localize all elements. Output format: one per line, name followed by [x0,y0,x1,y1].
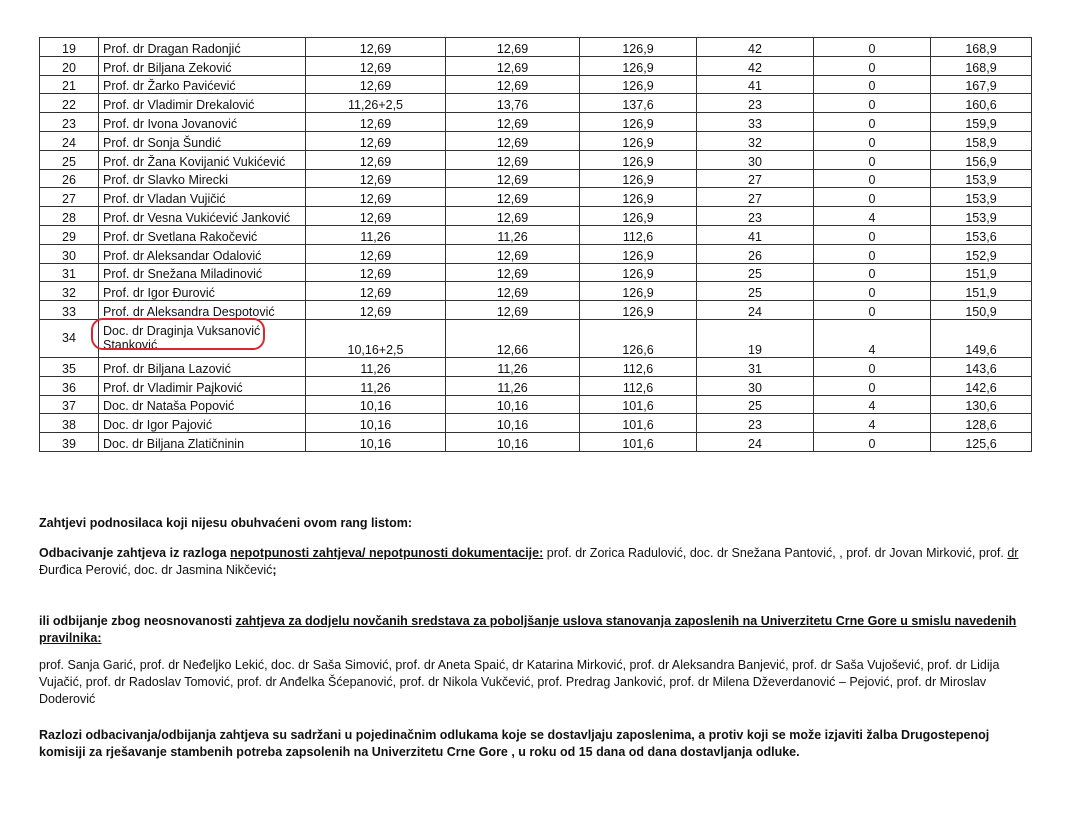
row-value-3: 112,6 [580,357,697,376]
row-value-4: 23 [697,94,814,113]
row-value-1: 12,69 [306,131,446,150]
row-value-3: 112,6 [580,376,697,395]
row-value-1: 12,69 [306,113,446,132]
table-row [40,414,1032,433]
row-value-4: 25 [697,263,814,282]
table-row [40,131,1032,150]
row-total: 149,6 [931,319,1032,357]
row-value-3: 126,9 [580,207,697,226]
row-name: Prof. dr Slavko Mirecki [99,169,306,188]
row-name: Prof. dr Vesna Vukićević Janković [99,207,306,226]
row-value-4: 30 [697,150,814,169]
row-total: 168,9 [931,56,1032,75]
reasons-paragraph: Razlozi odbacivanja/odbijanja zahtjeva su sadržani u pojedinačnim odlukama koje se dostavljaju zaposlenima, a protiv koji se može izjaviti žalba Drugostepenoj komisiji za rješavanje stambenih potreba zapsolenih na Univerzitetu Crne Gore , u roku od 15 dana od dana dostavljanja odluke. [39,728,990,759]
red-highlight-circle [91,318,265,350]
unfounded-lead: ili odbijanje zbog neosnovanosti [39,614,236,628]
row-total: 142,6 [931,376,1032,395]
row-name: Doc. dr Draginja Vuksanović Stanković [99,319,306,357]
table-row [40,225,1032,244]
table-row [40,38,1032,57]
row-number: 22 [40,94,99,113]
row-value-2: 11,26 [446,357,580,376]
row-name: Doc. dr Nataša Popović [99,395,306,414]
row-total: 168,9 [931,38,1032,57]
row-value-2: 12,69 [446,207,580,226]
row-name: Prof. dr Aleksandra Despotović [99,301,306,320]
row-value-5: 0 [814,94,931,113]
rank-list-table [39,37,1032,452]
rejected-names-a: prof. dr Zorica Radulović, doc. dr Snežana Pantović, , prof. dr Jovan Mirković, prof. [543,546,1008,560]
row-value-3: 126,9 [580,188,697,207]
row-value-4: 19 [697,319,814,357]
row-total: 153,6 [931,225,1032,244]
row-value-1: 12,69 [306,244,446,263]
row-value-5: 4 [814,395,931,414]
row-value-1: 12,69 [306,301,446,320]
row-name: Prof. dr Igor Đurović [99,282,306,301]
row-value-5: 0 [814,282,931,301]
row-number: 35 [40,357,99,376]
table-row [40,244,1032,263]
row-value-2: 12,69 [446,282,580,301]
row-value-4: 24 [697,301,814,320]
row-name: Doc. dr Igor Pajović [99,414,306,433]
row-value-5: 0 [814,376,931,395]
row-value-4: 30 [697,376,814,395]
row-value-5: 0 [814,113,931,132]
row-value-3: 126,9 [580,263,697,282]
row-value-2: 12,69 [446,150,580,169]
row-value-4: 32 [697,131,814,150]
row-value-5: 4 [814,207,931,226]
row-value-4: 41 [697,225,814,244]
rejected-paragraph [39,545,1039,579]
table-row [40,263,1032,282]
row-name: Prof. dr Svetlana Rakočević [99,225,306,244]
row-total: 152,9 [931,244,1032,263]
row-number: 37 [40,395,99,414]
row-value-2: 11,26 [446,376,580,395]
row-number: 31 [40,263,99,282]
rejected-reason: nepotpunosti zahtjeva/ nepotpunosti dokumentacije: [230,546,544,560]
row-value-3: 137,6 [580,94,697,113]
row-number: 36 [40,376,99,395]
row-value-3: 126,9 [580,75,697,94]
table-row [40,56,1032,75]
row-name: Prof. dr Vladan Vujičić [99,188,306,207]
table-row [40,282,1032,301]
row-value-1: 11,26 [306,225,446,244]
row-number: 23 [40,113,99,132]
row-value-2: 12,69 [446,113,580,132]
row-value-4: 42 [697,38,814,57]
row-value-3: 126,6 [580,319,697,357]
row-value-1: 12,69 [306,207,446,226]
row-name: Prof. dr Biljana Zeković [99,56,306,75]
table-row [40,150,1032,169]
row-number: 25 [40,150,99,169]
table-row [40,207,1032,226]
row-value-5: 0 [814,75,931,94]
row-value-3: 101,6 [580,395,697,414]
row-value-1: 11,26 [306,357,446,376]
table-row [40,188,1032,207]
row-value-2: 12,69 [446,188,580,207]
unfounded-reason: zahtjeva za dodjelu novčanih sredstava za poboljšanje uslova stanovanja zaposlenih na Univerzitetu Crne Gore u smislu navedenih pravilnika: [39,614,1017,645]
row-number: 24 [40,131,99,150]
row-value-1: 11,26 [306,376,446,395]
row-value-4: 23 [697,207,814,226]
row-number: 34 [40,319,99,357]
row-total: 153,9 [931,188,1032,207]
row-name: Prof. dr Vladimir Pajković [99,376,306,395]
row-value-4: 33 [697,113,814,132]
rank-list-body [40,38,1032,452]
row-number: 19 [40,38,99,57]
row-total: 125,6 [931,433,1032,452]
row-value-3: 126,9 [580,244,697,263]
row-number: 27 [40,188,99,207]
row-value-2: 13,76 [446,94,580,113]
row-name: Prof. dr Žana Kovijanić Vukićević [99,150,306,169]
unfounded-paragraph [39,613,1039,647]
row-number: 29 [40,225,99,244]
row-total: 151,9 [931,282,1032,301]
row-value-2: 12,69 [446,301,580,320]
row-value-3: 126,9 [580,38,697,57]
row-value-4: 25 [697,395,814,414]
row-value-3: 126,9 [580,131,697,150]
row-value-2: 12,69 [446,244,580,263]
row-name: Prof. dr Snežana Miladinović [99,263,306,282]
row-name: Prof. dr Vladimir Drekalović [99,94,306,113]
row-number: 26 [40,169,99,188]
row-value-2: 12,69 [446,169,580,188]
row-name: Prof. dr Sonja Šundić [99,131,306,150]
row-value-1: 12,69 [306,169,446,188]
row-value-1: 12,69 [306,263,446,282]
not-included-heading: Zahtjevi podnosilaca koji nijesu obuhvaćeni ovom rang listom: [39,516,412,530]
table-row [40,376,1032,395]
rejected-end: ; [272,563,277,577]
row-value-5: 0 [814,131,931,150]
row-value-4: 41 [697,75,814,94]
row-value-1: 10,16 [306,395,446,414]
rejected-dr: dr [1007,546,1019,560]
rejected-names-b: Đurđica Perović, doc. dr Jasmina Nikčević [39,563,273,577]
rejected-lead: Odbacivanje zahtjeva iz razloga [39,546,231,560]
row-value-3: 112,6 [580,225,697,244]
row-value-3: 126,9 [580,113,697,132]
row-value-2: 12,69 [446,263,580,282]
row-value-5: 4 [814,414,931,433]
row-number: 21 [40,75,99,94]
row-value-1: 12,69 [306,75,446,94]
row-value-3: 101,6 [580,414,697,433]
row-total: 153,9 [931,207,1032,226]
row-value-5: 0 [814,357,931,376]
row-total: 160,6 [931,94,1032,113]
row-value-1: 12,69 [306,38,446,57]
row-value-1: 12,69 [306,188,446,207]
row-total: 128,6 [931,414,1032,433]
row-total: 156,9 [931,150,1032,169]
table-row [40,113,1032,132]
row-value-5: 4 [814,319,931,357]
row-total: 158,9 [931,131,1032,150]
row-value-4: 26 [697,244,814,263]
row-value-5: 0 [814,188,931,207]
row-number: 28 [40,207,99,226]
row-value-4: 25 [697,282,814,301]
row-value-1: 10,16+2,5 [306,319,446,357]
table-row [40,357,1032,376]
row-number: 20 [40,56,99,75]
row-total: 151,9 [931,263,1032,282]
row-value-5: 0 [814,301,931,320]
row-value-1: 10,16 [306,433,446,452]
row-number: 38 [40,414,99,433]
row-value-2: 12,66 [446,319,580,357]
row-total: 143,6 [931,357,1032,376]
row-name: Doc. dr Biljana Zlatičninin [99,433,306,452]
row-value-4: 27 [697,188,814,207]
row-value-3: 101,6 [580,433,697,452]
row-value-5: 0 [814,169,931,188]
row-name: Prof. dr Dragan Radonjić [99,38,306,57]
row-value-2: 10,16 [446,395,580,414]
row-name: Prof. dr Ivona Jovanović [99,113,306,132]
row-value-5: 0 [814,38,931,57]
row-value-5: 0 [814,150,931,169]
row-value-3: 126,9 [580,56,697,75]
row-value-2: 12,69 [446,75,580,94]
row-value-2: 10,16 [446,433,580,452]
row-value-5: 0 [814,244,931,263]
row-value-1: 10,16 [306,414,446,433]
row-value-3: 126,9 [580,169,697,188]
table-row [40,75,1032,94]
row-value-1: 12,69 [306,150,446,169]
row-value-3: 126,9 [580,282,697,301]
row-name: Prof. dr Aleksandar Odalović [99,244,306,263]
row-value-2: 10,16 [446,414,580,433]
row-value-5: 0 [814,433,931,452]
row-value-1: 12,69 [306,56,446,75]
row-total: 150,9 [931,301,1032,320]
row-value-3: 126,9 [580,301,697,320]
row-total: 159,9 [931,113,1032,132]
table-row [40,301,1032,320]
row-number: 32 [40,282,99,301]
row-value-5: 0 [814,225,931,244]
row-value-4: 24 [697,433,814,452]
row-number: 33 [40,301,99,320]
row-total: 167,9 [931,75,1032,94]
table-row [40,395,1032,414]
row-value-1: 12,69 [306,282,446,301]
row-name: Prof. dr Biljana Lazović [99,357,306,376]
row-value-2: 12,69 [446,56,580,75]
row-value-4: 31 [697,357,814,376]
table-row [40,94,1032,113]
row-total: 130,6 [931,395,1032,414]
unfounded-names: prof. Sanja Garić, prof. dr Neđeljko Lekić, doc. dr Saša Simović, prof. dr Aneta Spaić, dr Katarina Mirković, prof. dr Aleksandra Banjević, prof. dr Saša Vujošević, prof. dr Lidija Vujačić, prof. dr Radoslav Tomović, prof. dr Anđelka Šćepanović, prof. dr Nikola Vukčević, prof. Predrag Janković, prof. dr Milena Dževerdanović – Pejović, prof. dr Miroslav Doderović [39,658,1000,706]
row-value-2: 12,69 [446,131,580,150]
row-value-2: 11,26 [446,225,580,244]
row-value-3: 126,9 [580,150,697,169]
table-row [40,169,1032,188]
row-number: 30 [40,244,99,263]
row-name: Prof. dr Žarko Pavićević [99,75,306,94]
row-total: 153,9 [931,169,1032,188]
row-value-4: 27 [697,169,814,188]
row-number: 39 [40,433,99,452]
row-value-5: 0 [814,56,931,75]
row-value-5: 0 [814,263,931,282]
row-value-4: 42 [697,56,814,75]
row-value-4: 23 [697,414,814,433]
row-value-2: 12,69 [446,38,580,57]
row-value-1: 11,26+2,5 [306,94,446,113]
table-row [40,433,1032,452]
